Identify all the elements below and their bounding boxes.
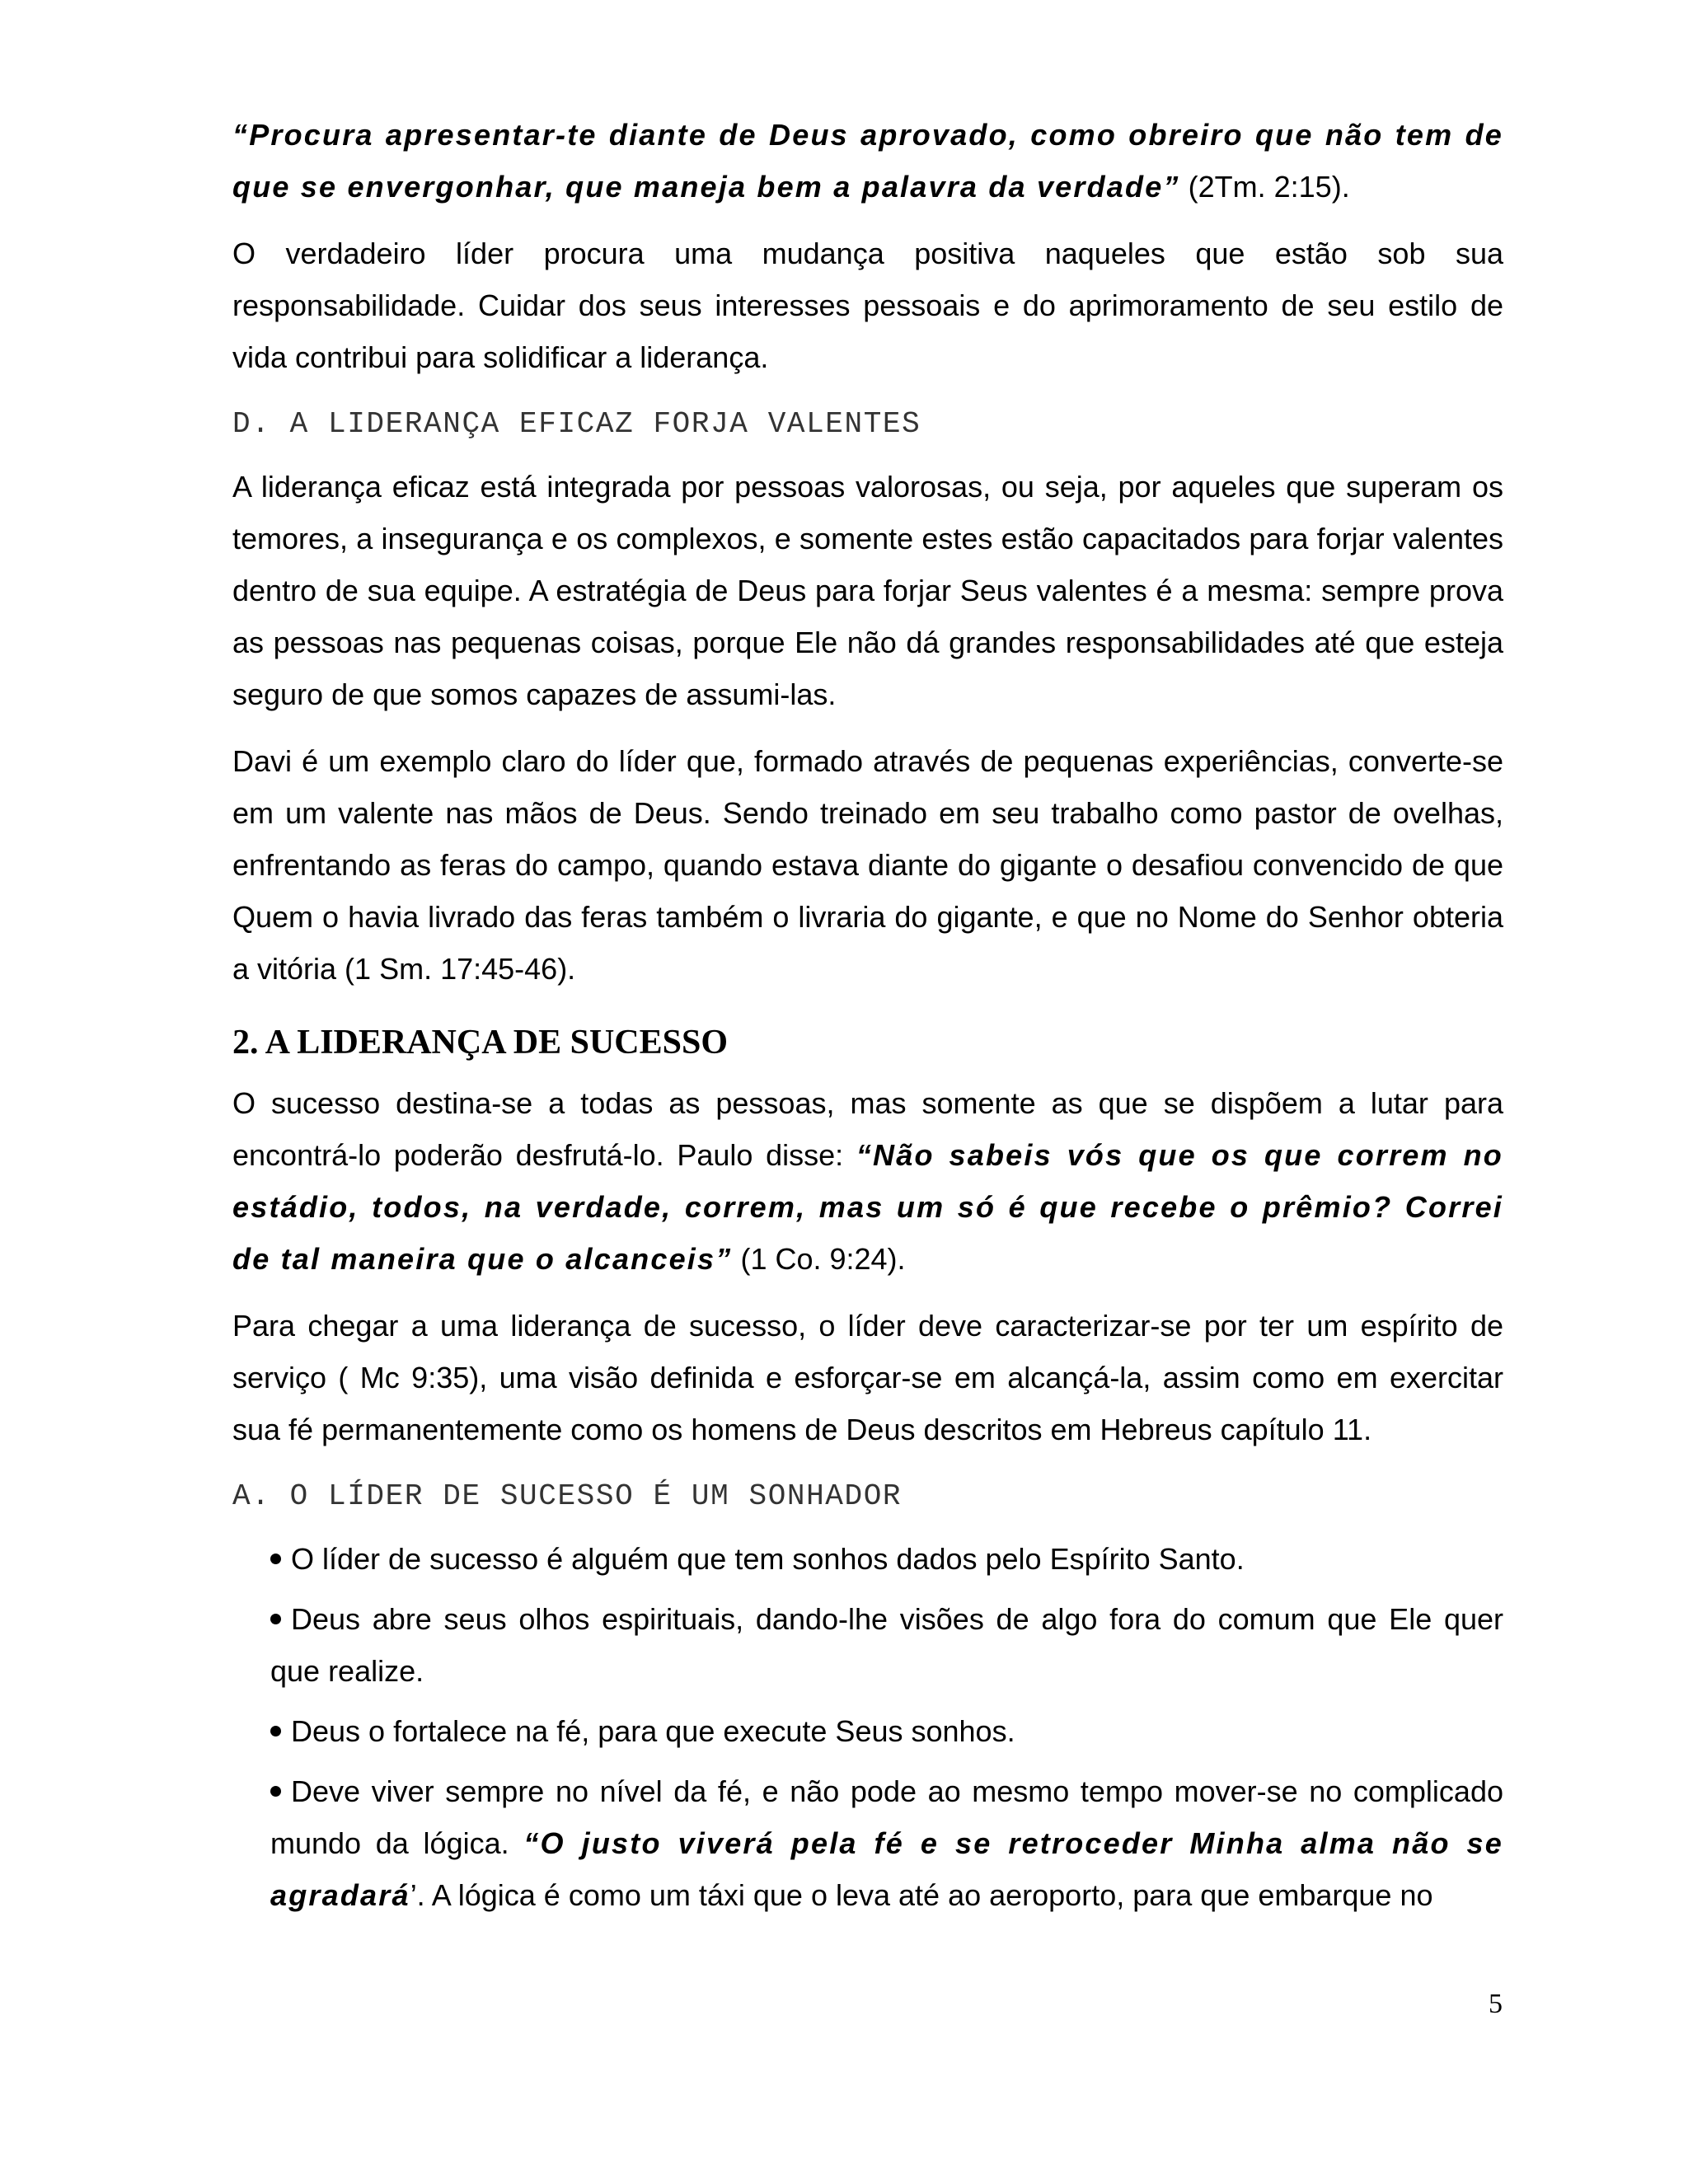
sucesso-reference: (1 Co. 9:24). [740, 1242, 906, 1276]
sucesso-quote: “Não sabeis vós que os que correm no estádio, todos, na verdade, correm, mas um só é que recebe o prêmio? Correi de tal maneira que o alcanceis” [232, 1138, 1503, 1276]
paragraph-leader: O verdadeiro líder procura uma mudança positiva naqueles que estão sob sua responsabilidade. Cuidar dos seus interesses pessoais e do aprimoramento de seu estilo de vida contribui para solidificar a liderança. [232, 237, 1503, 374]
paragraph-chegar: Para chegar a uma liderança de sucesso, o líder deve caracterizar-se por ter um espírito de serviço ( Mc 9:35), uma visão definida e esforçar-se em alcançá-la, assim como em exercitar sua fé permanentemente como os homens de Deus descritos em Hebreus capítulo 11. [232, 1309, 1503, 1446]
bullet-text: Deus o fortalece na fé, para que execute Seus sonhos. [291, 1714, 1015, 1748]
opening-quote-reference: (2Tm. 2:15). [1188, 170, 1350, 204]
bullet-text-continued: ’. A lógica é como um táxi que o leva até ao aeroporto, para que embarque no [410, 1878, 1433, 1912]
dreamer-bullet-list [232, 1533, 1503, 1921]
page-number: 5 [1489, 1989, 1503, 2019]
bullet-dot-icon [270, 1726, 281, 1736]
page-content [232, 109, 1503, 1929]
heading-d: D. A LIDERANÇA EFICAZ FORJA VALENTES [232, 407, 921, 441]
opening-quote-paragraph [232, 109, 1503, 213]
bullet-item [270, 1705, 1503, 1757]
paragraph-sucesso [232, 1077, 1503, 1285]
bullet-dot-icon [270, 1786, 281, 1797]
bullet-dot-icon [270, 1614, 281, 1624]
paragraph-davi: Davi é um exemplo claro do líder que, formado através de pequenas experiências, converte-se em um valente nas mãos de Deus. Sendo treinado em seu trabalho como pastor de ovelhas, enfrentando as feras do campo, quando estava diante do gigante o desafiou convencido de que Quem o havia livrado das feras também o livraria do gigante, e que no Nome do Senhor obteria a vitória (1 Sm. 17:45-46). [232, 744, 1503, 986]
bullet-text: O líder de sucesso é alguém que tem sonhos dados pelo Espírito Santo. [291, 1542, 1245, 1576]
heading-a: A. O LÍDER DE SUCESSO É UM SONHADOR [232, 1479, 903, 1513]
bullet-quote: “O justo viverá pela fé e se retroceder Minha alma não se agradará [270, 1826, 1503, 1912]
bullet-item [270, 1593, 1503, 1697]
paragraph-eficaz: A liderança eficaz está integrada por pessoas valorosas, ou seja, por aqueles que superam os temores, a insegurança e os complexos, e somente estes estão capacitados para forjar valentes dentro de sua equipe. A estratégia de Deus para forjar Seus valentes é a mesma: sempre prova as pessoas nas pequenas coisas, porque Ele não dá grandes responsabilidades até que esteja seguro de que somos capazes de assumi-las. [232, 470, 1503, 711]
bullet-item [270, 1765, 1503, 1921]
bullet-text: Deve viver sempre no nível da fé, e não pode ao mesmo tempo mover-se no complicado mundo da lógica. [270, 1774, 1503, 1860]
bullet-item [270, 1533, 1503, 1585]
bullet-dot-icon [270, 1554, 281, 1564]
section-heading-2: 2. A LIDERANÇA DE SUCESSO [232, 1024, 729, 1062]
sucesso-intro: O sucesso destina-se a todas as pessoas, mas somente as que se dispõem a lutar para encontrá-lo poderão desfrutá-lo. Paulo disse: [232, 1086, 1503, 1172]
bullet-text: Deus abre seus olhos espirituais, dando-lhe visões de algo fora do comum que Ele quer que realize. [270, 1602, 1503, 1688]
opening-quote: “Procura apresentar-te diante de Deus aprovado, como obreiro que não tem de que se envergonhar, que maneja bem a palavra da verdade” [232, 118, 1503, 204]
